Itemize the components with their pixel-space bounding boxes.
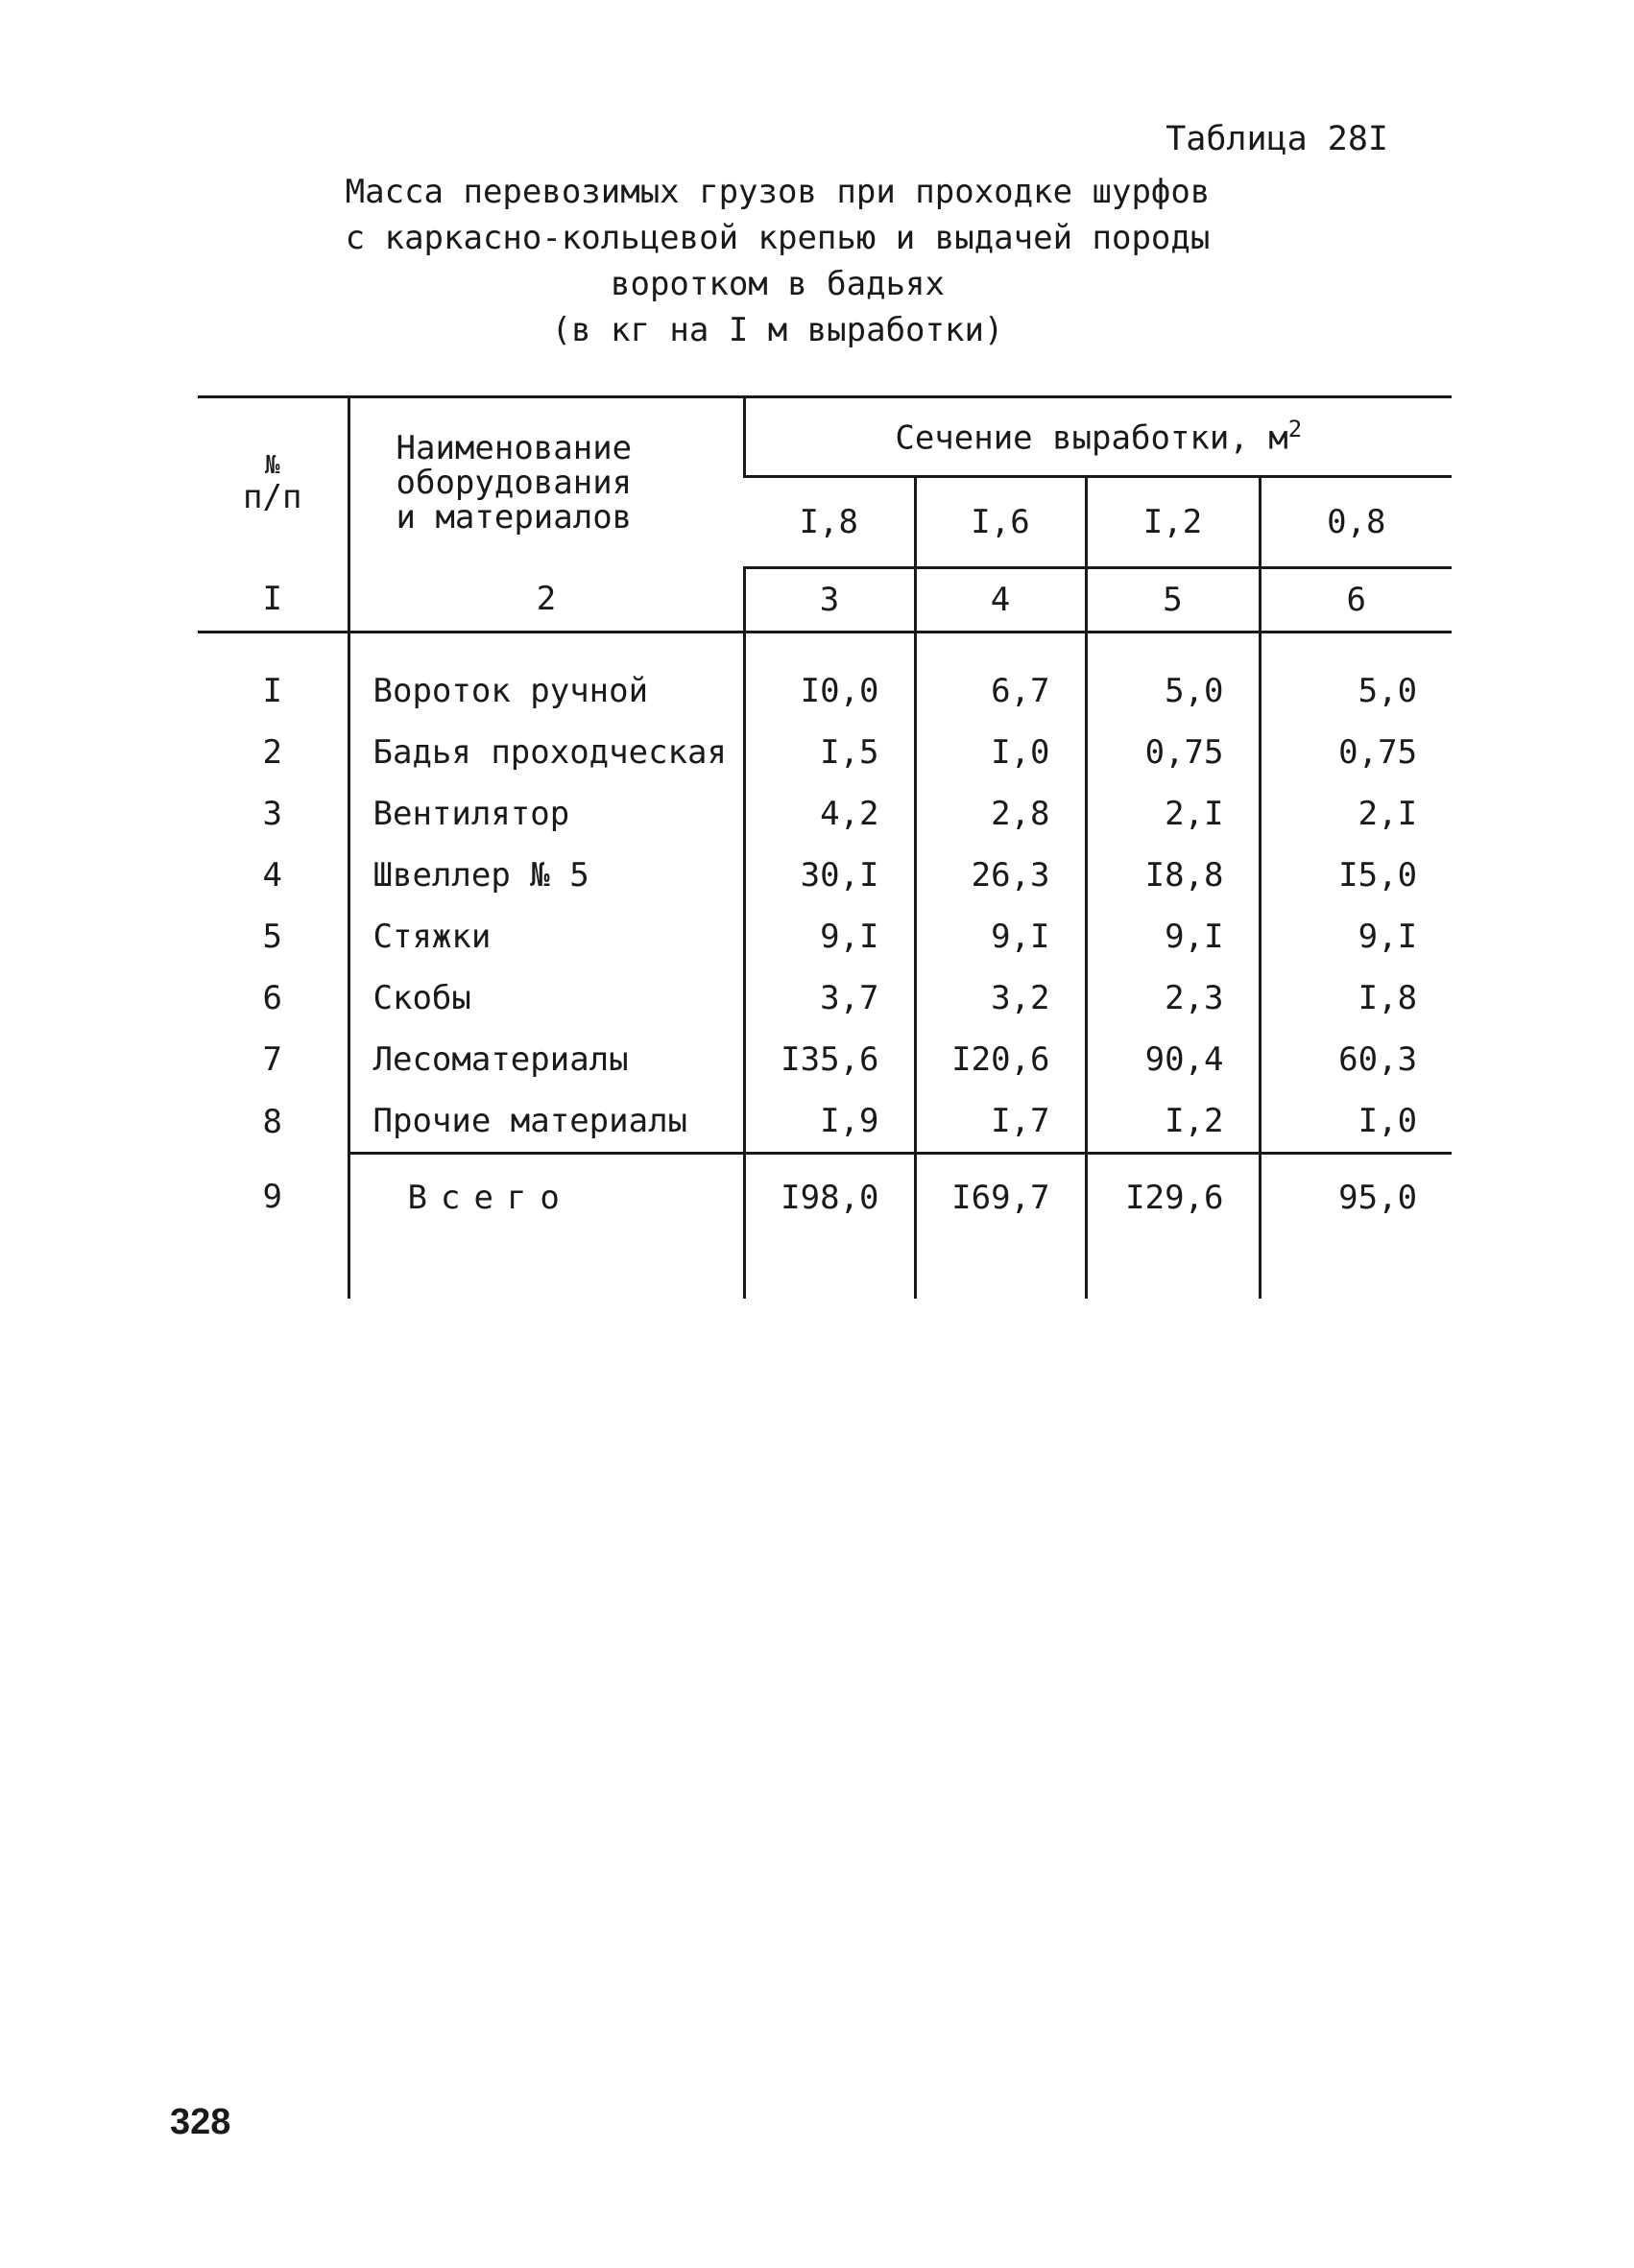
empty-cell xyxy=(915,1241,1086,1299)
mass-value: 60,3 xyxy=(1260,1029,1452,1090)
mass-value: 9,I xyxy=(1086,906,1260,967)
mass-value: 30,I xyxy=(744,845,915,906)
empty-cell xyxy=(348,1241,744,1299)
mass-value: I8,8 xyxy=(1086,845,1260,906)
mass-value: I,0 xyxy=(915,722,1086,783)
header-pp: п/п xyxy=(243,478,302,517)
table-row xyxy=(198,722,1452,783)
total-value: I69,7 xyxy=(915,1154,1086,1242)
column-number: 2 xyxy=(348,568,744,633)
mass-value: 4,2 xyxy=(744,783,915,845)
mass-value: I35,6 xyxy=(744,1029,915,1090)
table-row xyxy=(198,845,1452,906)
page-number: 328 xyxy=(170,2102,231,2142)
table-title xyxy=(278,169,1277,353)
empty-cell xyxy=(1260,1241,1452,1299)
table-tail xyxy=(198,1241,1452,1299)
header-section-3: I,2 xyxy=(1086,477,1260,568)
mass-value: 90,4 xyxy=(1086,1029,1260,1090)
table-row xyxy=(198,1029,1452,1090)
item-name: Скобы xyxy=(348,967,744,1029)
mass-value: I,9 xyxy=(744,1090,915,1154)
table-row xyxy=(198,967,1452,1029)
total-value: I98,0 xyxy=(744,1154,915,1242)
mass-value: I20,6 xyxy=(915,1029,1086,1090)
mass-value: 3,2 xyxy=(915,967,1086,1029)
mass-value: I,7 xyxy=(915,1090,1086,1154)
header-section-2: I,6 xyxy=(915,477,1086,568)
row-number: 8 xyxy=(262,1102,282,1141)
empty-cell xyxy=(198,1241,348,1299)
mass-value: I,0 xyxy=(1260,1090,1452,1154)
row-number: I xyxy=(262,672,282,710)
header-item-name xyxy=(348,397,744,568)
mass-value: 0,75 xyxy=(1086,722,1260,783)
mass-value: I5,0 xyxy=(1260,845,1452,906)
mass-value: I,8 xyxy=(1260,967,1452,1029)
total-label: Всего xyxy=(348,1154,744,1242)
mass-value: 0,75 xyxy=(1260,722,1452,783)
mass-value: 5,0 xyxy=(1260,633,1452,723)
mass-value: 2,8 xyxy=(915,783,1086,845)
header-section-label: Сечение выработки, м xyxy=(895,418,1288,458)
title-line-1: Масса перевозимых грузов при проходке шурфов xyxy=(345,173,1211,211)
empty-cell xyxy=(744,1241,915,1299)
item-name: Лесоматериалы xyxy=(348,1029,744,1090)
title-line-2: с каркасно-кольцевой крепью и выдачей породы xyxy=(345,219,1211,257)
table-label: Таблица 28I xyxy=(1165,120,1388,158)
row-number: 5 xyxy=(262,918,282,956)
item-name: Швеллер № 5 xyxy=(348,845,744,906)
item-name: Стяжки xyxy=(348,906,744,967)
table-row xyxy=(198,1090,1452,1154)
table-row xyxy=(198,633,1452,723)
column-number: 3 xyxy=(744,568,915,633)
title-line-4: (в кг на I м выработки) xyxy=(551,311,1004,349)
mass-value: 2,I xyxy=(1086,783,1260,845)
item-name: Вороток ручной xyxy=(348,633,744,723)
header-row-number xyxy=(198,397,348,568)
total-row-number: 9 xyxy=(262,1178,282,1217)
mass-value: 3,7 xyxy=(744,967,915,1029)
column-number: 6 xyxy=(1260,568,1452,633)
mass-value: 5,0 xyxy=(1086,633,1260,723)
title-line-3: воротком в бадьях xyxy=(611,265,945,303)
total-row xyxy=(198,1154,1452,1242)
item-name: Прочие материалы xyxy=(348,1090,744,1154)
mass-value: 9,I xyxy=(1260,906,1452,967)
cargo-mass-table xyxy=(198,395,1452,1299)
row-number: 4 xyxy=(262,856,282,895)
item-name: Бадья проходческая xyxy=(348,722,744,783)
column-number: 5 xyxy=(1086,568,1260,633)
row-number: 6 xyxy=(262,979,282,1017)
table-row xyxy=(198,783,1452,845)
mass-value: 9,I xyxy=(915,906,1086,967)
row-number: 7 xyxy=(262,1040,282,1079)
row-number: 3 xyxy=(262,795,282,833)
table-row xyxy=(198,906,1452,967)
header-section-exponent: 2 xyxy=(1287,416,1303,443)
header-name-line-1: Наименование xyxy=(396,429,633,468)
header-section-4: 0,8 xyxy=(1260,477,1452,568)
table-body xyxy=(198,633,1452,1300)
column-number: 4 xyxy=(915,568,1086,633)
mass-value: 9,I xyxy=(744,906,915,967)
total-value: I29,6 xyxy=(1086,1154,1260,1242)
row-number: 2 xyxy=(262,733,282,772)
item-name: Вентилятор xyxy=(348,783,744,845)
mass-value: 2,3 xyxy=(1086,967,1260,1029)
header-name-line-2: оборудования xyxy=(396,464,633,503)
mass-value: I,2 xyxy=(1086,1090,1260,1154)
header-number-sign: № xyxy=(264,451,280,481)
mass-value: 26,3 xyxy=(915,845,1086,906)
header-section xyxy=(744,397,1452,477)
total-value: 95,0 xyxy=(1260,1154,1452,1242)
mass-value: 2,I xyxy=(1260,783,1452,845)
column-number: I xyxy=(198,568,348,633)
mass-value: I,5 xyxy=(744,722,915,783)
empty-cell xyxy=(1086,1241,1260,1299)
header-name-line-3: и материалов xyxy=(396,498,633,537)
mass-value: 6,7 xyxy=(915,633,1086,723)
header-section-1: I,8 xyxy=(744,477,915,568)
mass-value: I0,0 xyxy=(744,633,915,723)
